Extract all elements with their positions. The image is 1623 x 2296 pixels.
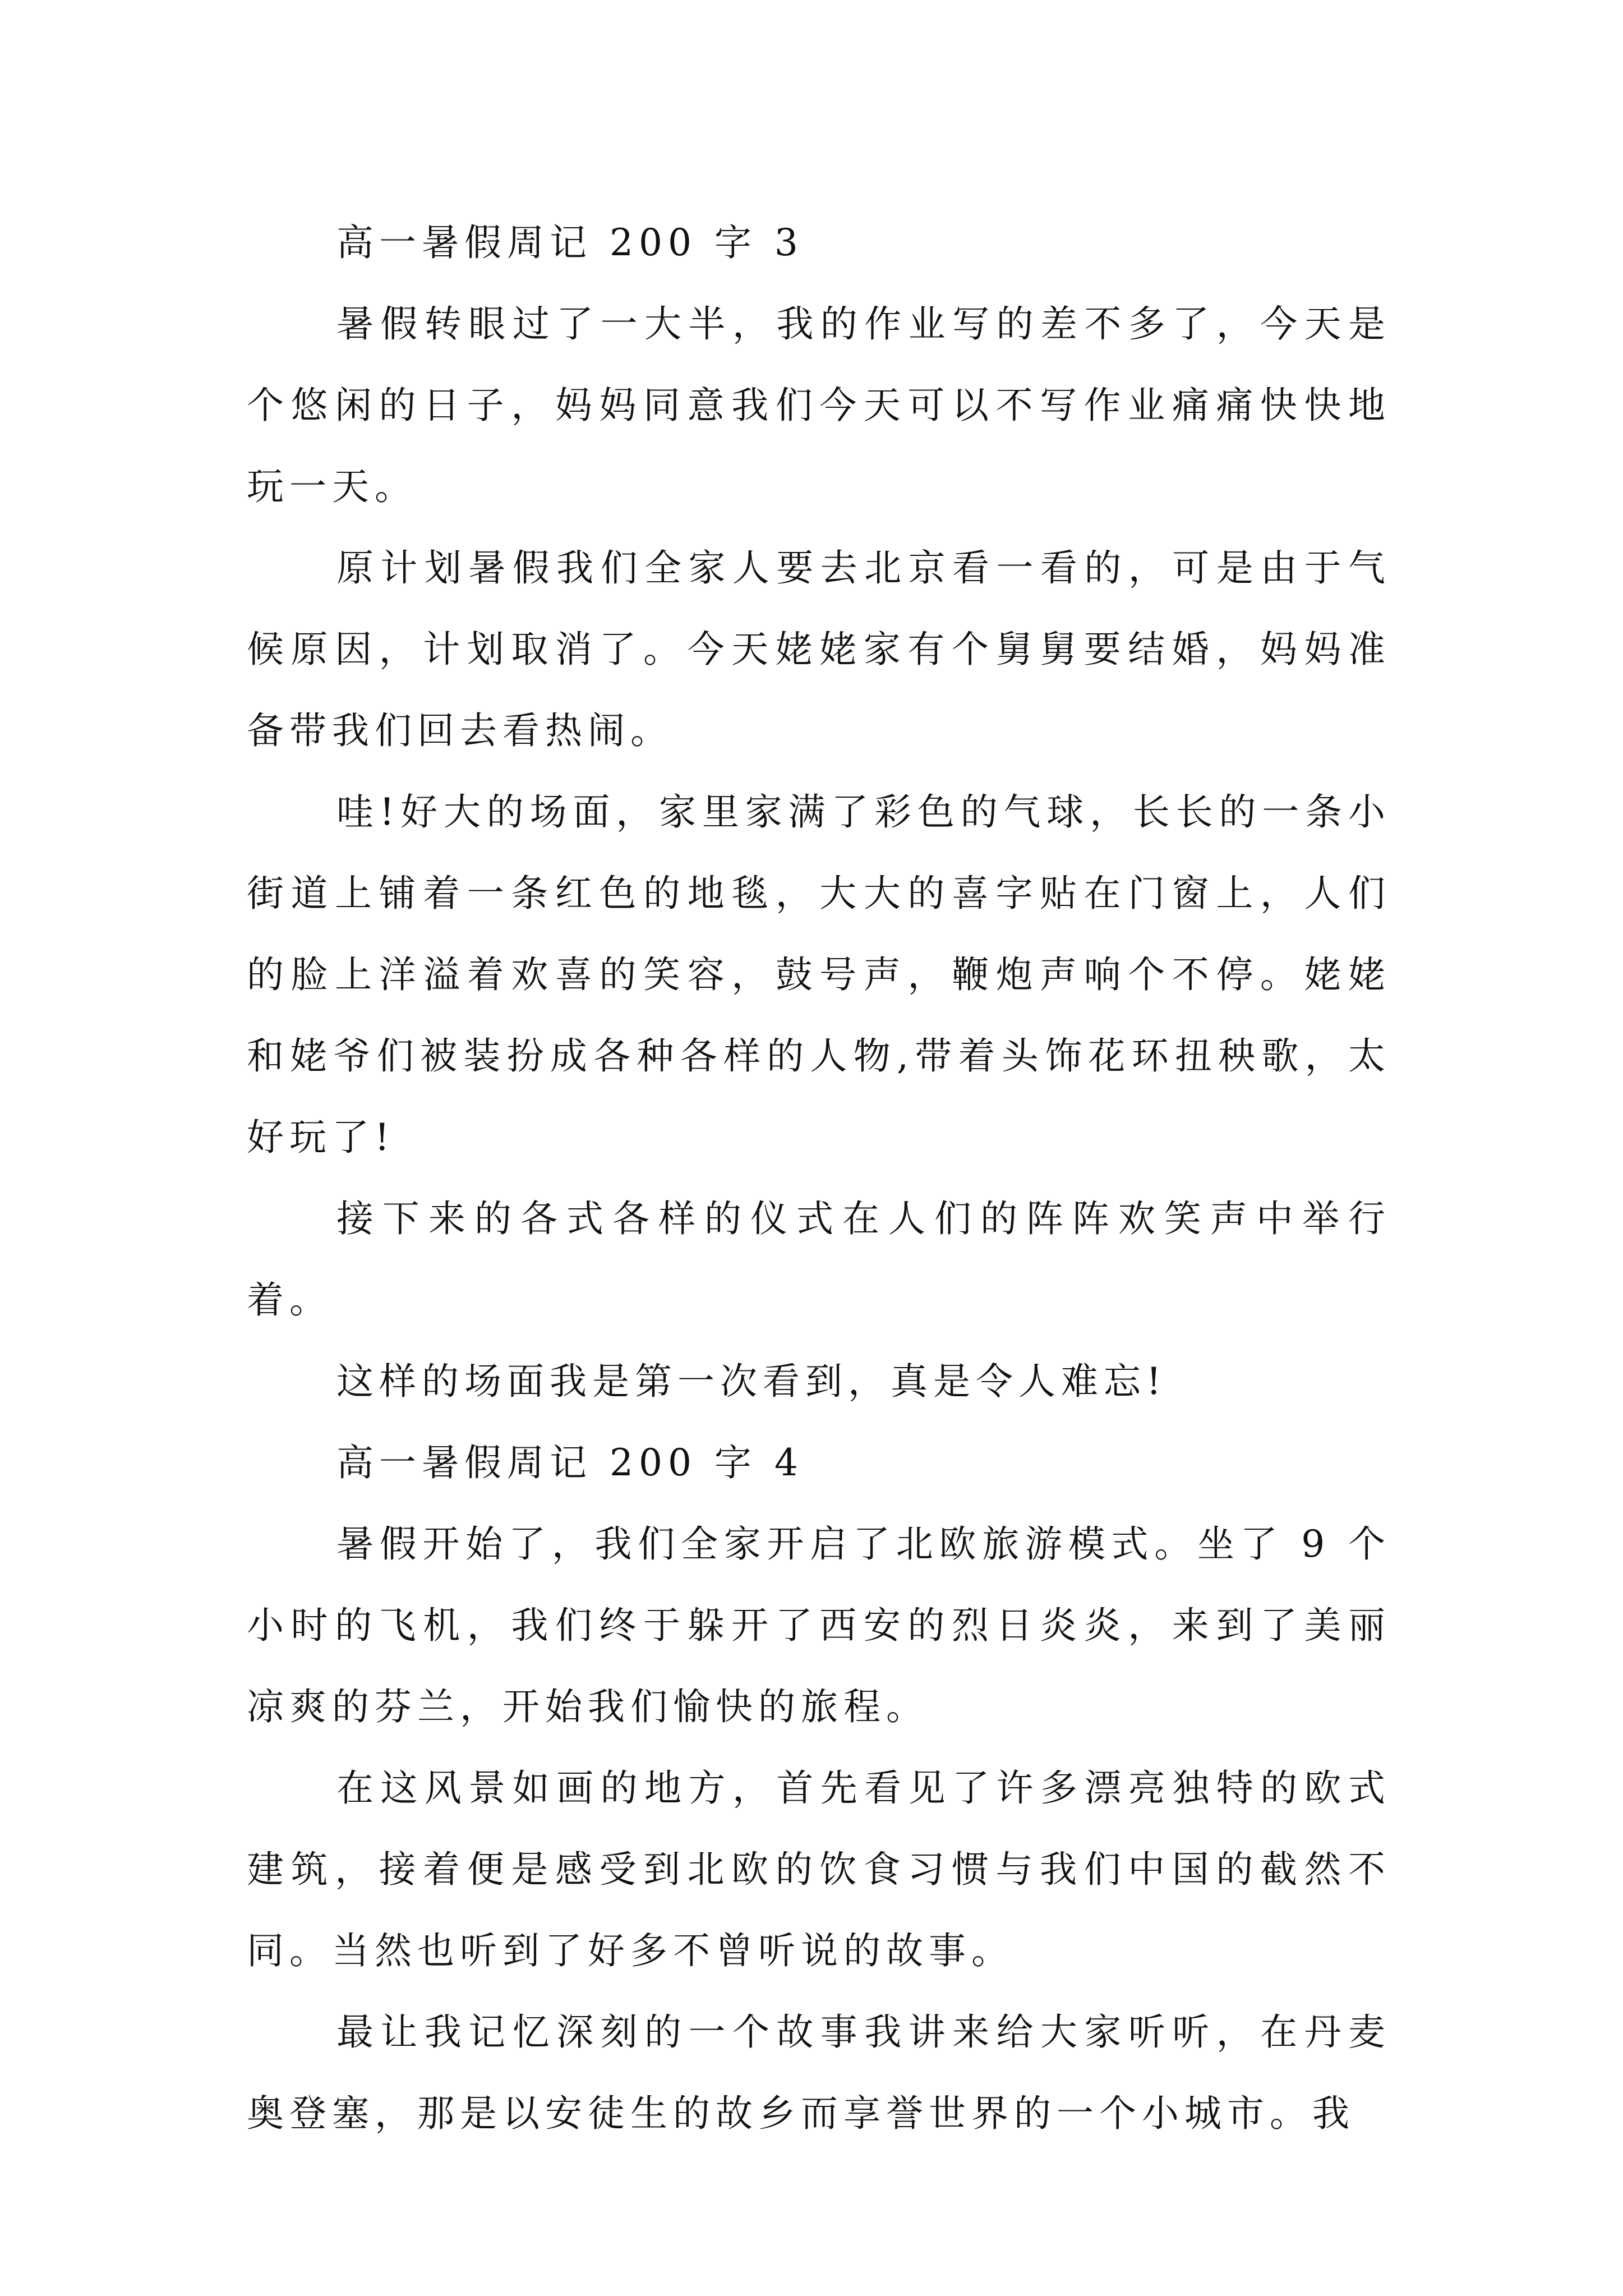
section-heading-4: 高一暑假周记 200 字 4 bbox=[336, 1441, 804, 1484]
paragraph: 这样的场面我是第一次看到，真是令人难忘! bbox=[336, 1360, 1167, 1403]
paragraph: 在这风景如画的地方，首先看见了许多漂亮独特的欧式建筑，接着便是感受到北欧的饮食习惯与我们中国的截然不同。当然也听到了好多不曾听说的故事。 bbox=[247, 1766, 1391, 1972]
paragraph: 哇!好大的场面，家里家满了彩色的气球，长长的一条小街道上铺着一条红色的地毯，大大的喜字贴在门窗上，人们的脸上洋溢着欢喜的笑容，鼓号声，鞭炮声响个不停。姥姥和姥爷们被装扮成各种各样的人物,带着头饰花环扭秧歌，太好玩了! bbox=[247, 790, 1391, 1159]
document-body bbox=[247, 202, 1391, 2154]
paragraph: 原计划暑假我们全家人要去北京看一看的，可是由于气候原因，计划取消了。今天姥姥家有个舅舅要结婚，妈妈准备带我们回去看热闹。 bbox=[247, 546, 1391, 752]
paragraph: 最让我记忆深刻的一个故事我讲来给大家听听，在丹麦奥登塞，那是以安徒生的故乡而享誉世界的一个小城市。我 bbox=[247, 2010, 1391, 2135]
paragraph: 暑假开始了，我们全家开启了北欧旅游模式。坐了 9 个小时的飞机，我们终于躲开了西安的烈日炎炎，来到了美丽凉爽的芬兰，开始我们愉快的旅程。 bbox=[247, 1522, 1391, 1728]
paragraph: 接下来的各式各样的仪式在人们的阵阵欢笑声中举行着。 bbox=[247, 1197, 1391, 1322]
paragraph: 暑假转眼过了一大半，我的作业写的差不多了，今天是个悠闲的日子，妈妈同意我们今天可以不写作业痛痛快快地玩一天。 bbox=[247, 302, 1391, 508]
section-heading-3: 高一暑假周记 200 字 3 bbox=[336, 221, 804, 264]
